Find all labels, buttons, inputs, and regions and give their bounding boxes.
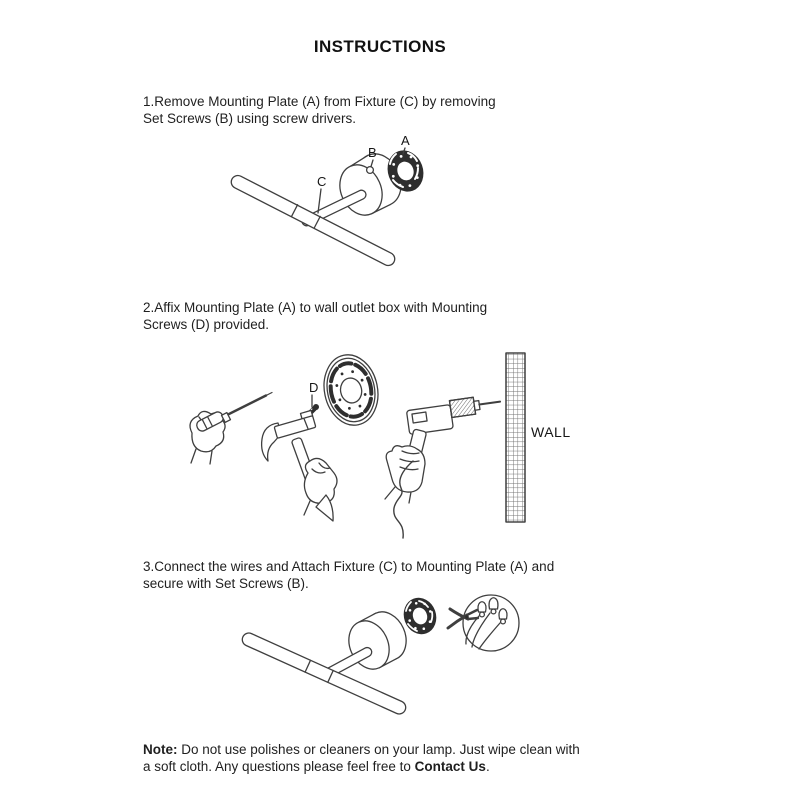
step-3-line-1: 3.Connect the wires and Attach Fixture (C) to Mounting Plate (A) and xyxy=(143,559,555,574)
set-screw-hole xyxy=(367,167,374,174)
label-b: B xyxy=(368,145,377,160)
hand-with-screwdriver xyxy=(190,393,272,465)
hand-with-hammer xyxy=(262,410,337,521)
wiring-detail xyxy=(448,595,519,651)
wall-label: WALL xyxy=(531,424,571,440)
note-line-2-end: . xyxy=(485,759,490,774)
note-line-1 xyxy=(143,741,580,758)
step-2-diagram xyxy=(168,345,572,547)
page-title: INSTRUCTIONS xyxy=(313,37,447,56)
drill xyxy=(406,394,503,435)
step-1-diagram xyxy=(215,123,483,275)
wall xyxy=(506,353,525,522)
step-2-text xyxy=(143,300,487,333)
step-2-line-2: Screws (D) provided. xyxy=(143,316,270,332)
contact-us: Contact Us xyxy=(414,759,486,774)
note-line-2 xyxy=(143,758,580,775)
step-3-line-2: secure with Set Screws (B). xyxy=(143,575,309,591)
note-line-1-text: Do not use polishes or cleaners on your lamp. Just wipe clean with xyxy=(177,742,580,757)
note-line-2-text: a soft cloth. Any questions please feel free to xyxy=(143,759,415,774)
step-3-diagram xyxy=(228,588,528,723)
label-a: A xyxy=(401,133,410,148)
step-1-line-1: 1.Remove Mounting Plate (A) from Fixture (C) by removing xyxy=(143,94,496,109)
label-c: C xyxy=(317,174,327,189)
note-prefix: Note: xyxy=(143,742,178,757)
hand-with-drill xyxy=(385,394,503,538)
mounting-plate-large xyxy=(318,350,385,430)
step-2-line-1: 2.Affix Mounting Plate (A) to wall outlet box with Mounting xyxy=(143,300,488,315)
care-note xyxy=(143,741,580,775)
step-1-line-2: Set Screws (B) using screw drivers. xyxy=(143,110,357,126)
label-d: D xyxy=(309,380,319,395)
